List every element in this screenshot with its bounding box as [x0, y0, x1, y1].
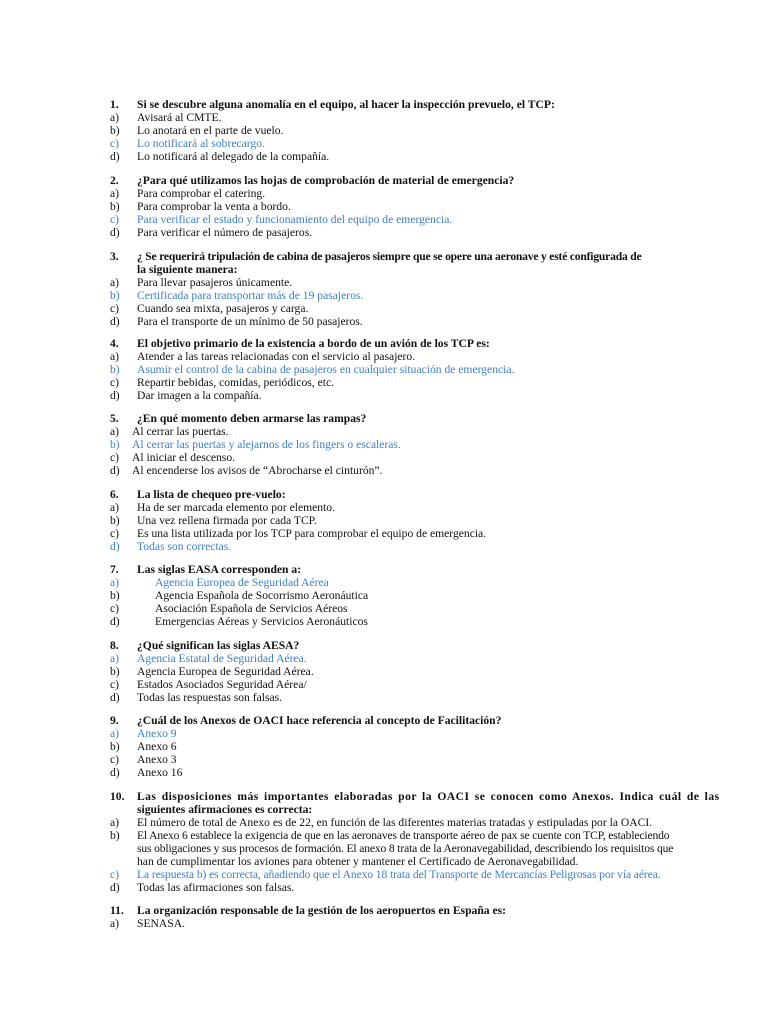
option-text: Certificada para transportar más de 19 pasajeros.	[137, 289, 364, 302]
option-letter: c)	[110, 602, 120, 615]
question-text-line-1: Las disposiciones más importantes elaboradas por la OACI se conocen como Anexos. Indica cuál de las	[137, 790, 720, 803]
question-number: 6.	[110, 488, 119, 501]
option-letter: a)	[110, 187, 120, 200]
option-text: Lo notificará al delegado de la compañía.	[137, 150, 330, 163]
option-a	[110, 187, 698, 200]
option-text: Para verificar el estado y funcionamiento del equipo de emergencia.	[137, 213, 453, 226]
question-number: 8.	[110, 639, 119, 652]
option-letter: d)	[110, 540, 120, 553]
option-text: El número de total de Anexo es de 22, en función de las diferentes materias tratadas y estipuladas por la OACI.	[137, 816, 653, 829]
option-text: Anexo 3	[137, 753, 177, 766]
option-text: Todas son correctas.	[137, 540, 232, 553]
question-text: ¿Para qué utilizamos las hojas de comprobación de material de emergencia?	[137, 174, 515, 187]
option-text: Dar imagen a la compañía.	[137, 389, 262, 402]
question-text: La organización responsable de la gestión de los aeropuertos en España es:	[137, 904, 506, 917]
option-text: Avisará al CMTE.	[137, 111, 222, 124]
option-c	[110, 527, 698, 540]
option-text: Al cerrar las puertas y alejarnos de los fingers o escaleras.	[132, 438, 401, 451]
option-letter: c)	[110, 376, 120, 389]
option-b	[110, 829, 698, 842]
option-d	[110, 691, 698, 704]
option-letter: d)	[110, 150, 120, 163]
option-b-correct	[110, 363, 698, 376]
question-number: 9.	[110, 714, 119, 727]
option-a	[110, 425, 698, 438]
option-text: Agencia Europea de Seguridad Aérea.	[137, 665, 314, 678]
option-text: Para llevar pasajeros únicamente.	[137, 276, 293, 289]
option-letter: d)	[110, 881, 120, 894]
option-b-continuation-2: han de cumplimentar los aviones para obtener y mantener el Certificado de Aeronavegabilidad.	[137, 855, 579, 868]
option-text: Anexo 16	[137, 766, 183, 779]
option-b	[110, 514, 698, 527]
question-4	[110, 337, 698, 402]
question-text: Las siglas EASA corresponden a:	[137, 563, 302, 576]
option-text: Para verificar el número de pasajeros.	[137, 226, 313, 239]
option-text: Anexo 9	[137, 727, 177, 740]
option-letter: d)	[110, 464, 120, 477]
question-7	[110, 563, 698, 628]
question-text: Si se descubre alguna anomalía en el equipo, al hacer la inspección prevuelo, el TCP:	[137, 98, 555, 111]
question-number: 3.	[110, 250, 119, 263]
option-letter: b)	[110, 589, 120, 602]
option-text: Agencia Española de Socorrismo Aeronáutica	[155, 589, 369, 602]
option-letter: b)	[110, 438, 120, 451]
option-letter: a)	[110, 501, 120, 514]
option-b	[110, 665, 698, 678]
option-letter: d)	[110, 615, 120, 628]
option-text: Agencia Europea de Seguridad Aérea	[155, 576, 329, 589]
option-letter: c)	[110, 302, 120, 315]
option-letter: d)	[110, 226, 120, 239]
question-9	[110, 714, 698, 779]
question-1	[110, 98, 698, 163]
question-text: El objetivo primario de la existencia a bordo de un avión de los TCP es:	[137, 337, 490, 350]
option-a	[110, 917, 698, 930]
question-3	[110, 250, 698, 328]
option-text: Todas las respuestas son falsas.	[137, 691, 283, 704]
option-d	[110, 615, 698, 628]
option-a-correct	[110, 576, 698, 589]
option-text: SENASA.	[137, 917, 185, 930]
option-letter: a)	[110, 576, 120, 589]
option-text: Repartir bebidas, comidas, periódicos, etc.	[137, 376, 335, 389]
option-b-continuation-1: sus obligaciones y sus procesos de formación. El anexo 8 trata de la Aeronavegabilidad, describiendo los requisitos que	[137, 842, 674, 855]
option-text: Lo anotará en el parte de vuelo.	[137, 124, 284, 137]
question-number: 2.	[110, 174, 119, 187]
question-10	[110, 790, 720, 894]
option-b-correct	[110, 289, 698, 302]
question-8	[110, 639, 698, 704]
option-text: Agencia Estatal de Seguridad Aérea.	[137, 652, 307, 665]
option-d	[110, 389, 698, 402]
question-5	[110, 412, 698, 477]
question-11	[110, 904, 698, 930]
option-text: La respuesta b) es correcta, añadiendo que el Anexo 18 trata del Transporte de Mercancías Peligrosas por vía aérea.	[137, 868, 661, 881]
option-letter: a)	[110, 727, 120, 740]
option-letter: c)	[110, 213, 120, 226]
option-c-correct	[110, 868, 698, 881]
option-text: Para el transporte de un mínimo de 50 pasajeros.	[137, 315, 363, 328]
option-c	[110, 753, 698, 766]
option-d	[110, 881, 698, 894]
question-number: 4.	[110, 337, 119, 350]
option-a	[110, 276, 698, 289]
option-letter: a)	[110, 816, 120, 829]
option-text: Cuando sea mixta, pasajeros y carga.	[137, 302, 309, 315]
option-letter: a)	[110, 652, 120, 665]
option-letter: d)	[110, 691, 120, 704]
option-a-correct	[110, 727, 698, 740]
option-c-correct	[110, 137, 698, 150]
option-letter: b)	[110, 124, 120, 137]
option-d-correct	[110, 540, 698, 553]
option-letter: a)	[110, 276, 120, 289]
option-letter: a)	[110, 425, 120, 438]
option-letter: b)	[110, 665, 120, 678]
option-letter: a)	[110, 917, 120, 930]
option-letter: c)	[110, 451, 120, 464]
option-d	[110, 766, 698, 779]
option-letter: d)	[110, 766, 120, 779]
option-text: Al encenderse los avisos de “Abrocharse el cinturón”.	[132, 464, 383, 477]
question-number: 11.	[110, 904, 124, 917]
question-text: ¿Cuál de los Anexos de OACI hace referencia al concepto de Facilitación?	[137, 714, 502, 727]
option-text: Estados Asociados Seguridad Aérea/	[137, 678, 307, 691]
option-letter: b)	[110, 740, 120, 753]
option-d	[110, 150, 698, 163]
option-letter: c)	[110, 868, 120, 881]
option-text: Asociación Española de Servicios Aéreos	[155, 602, 348, 615]
question-text-line-2: siguientes afirmaciones es correcta:	[137, 803, 313, 816]
option-text: Emergencias Aéreas y Servicios Aeronáuticos	[155, 615, 368, 628]
question-text: ¿Qué significan las siglas AESA?	[137, 639, 300, 652]
option-text: Lo notificará al sobrecargo.	[137, 137, 265, 150]
option-letter: b)	[110, 289, 120, 302]
option-text: Para comprobar el catering.	[137, 187, 266, 200]
option-c-correct	[110, 213, 698, 226]
option-b	[110, 589, 698, 602]
option-c	[110, 302, 698, 315]
option-b	[110, 740, 698, 753]
option-letter: c)	[110, 137, 120, 150]
option-text: Al iniciar el descenso.	[132, 451, 236, 464]
option-text: Todas las afirmaciones son falsas.	[137, 881, 295, 894]
option-text: Anexo 6	[137, 740, 177, 753]
option-d	[110, 226, 698, 239]
option-text: Para comprobar la venta a bordo.	[137, 200, 291, 213]
option-b	[110, 124, 698, 137]
question-number: 5.	[110, 412, 119, 425]
option-a	[110, 501, 698, 514]
option-letter: b)	[110, 829, 120, 842]
option-a	[110, 111, 698, 124]
option-d	[110, 464, 698, 477]
option-letter: b)	[110, 200, 120, 213]
question-number: 1.	[110, 98, 119, 111]
option-letter: a)	[110, 111, 120, 124]
option-a	[110, 350, 698, 363]
question-2	[110, 174, 698, 239]
question-6	[110, 488, 698, 553]
option-letter: d)	[110, 315, 120, 328]
question-text: La lista de chequeo pre-vuelo:	[137, 488, 286, 501]
option-text: Al cerrar las puertas.	[132, 425, 229, 438]
option-letter: c)	[110, 753, 120, 766]
option-a-correct	[110, 652, 698, 665]
option-letter: b)	[110, 514, 120, 527]
question-text: ¿En qué momento deben armarse las rampas?	[137, 412, 367, 425]
option-d	[110, 315, 698, 328]
option-c	[110, 602, 698, 615]
question-text-line-1: ¿ Se requerirá tripulación de cabina de pasajeros siempre que se opere una aeronave y esté configurada de	[137, 250, 642, 263]
option-b	[110, 200, 698, 213]
option-text: Ha de ser marcada elemento por elemento.	[137, 501, 335, 514]
option-c	[110, 678, 698, 691]
option-b-correct	[110, 438, 698, 451]
option-a	[110, 816, 698, 829]
option-text: Atender a las tareas relacionadas con el servicio al pasajero.	[137, 350, 416, 363]
question-number: 7.	[110, 563, 119, 576]
option-c	[110, 376, 698, 389]
option-text: Es una lista utilizada por los TCP para comprobar el equipo de emergencia.	[137, 527, 487, 540]
option-letter: c)	[110, 527, 120, 540]
option-text: Asumir el control de la cabina de pasajeros en cualquier situación de emergencia.	[137, 363, 515, 376]
option-c	[110, 451, 698, 464]
question-number: 10.	[110, 790, 125, 803]
option-letter: c)	[110, 678, 120, 691]
question-text-line-2: la siguiente manera:	[137, 263, 238, 276]
option-letter: d)	[110, 389, 120, 402]
option-text: El Anexo 6 establece la exigencia de que en las aeronaves de transporte aéreo de pax se cuente con TCP, estableciendo	[137, 829, 670, 842]
option-text: Una vez rellena firmada por cada TCP.	[137, 514, 317, 527]
option-letter: b)	[110, 363, 120, 376]
option-letter: a)	[110, 350, 120, 363]
